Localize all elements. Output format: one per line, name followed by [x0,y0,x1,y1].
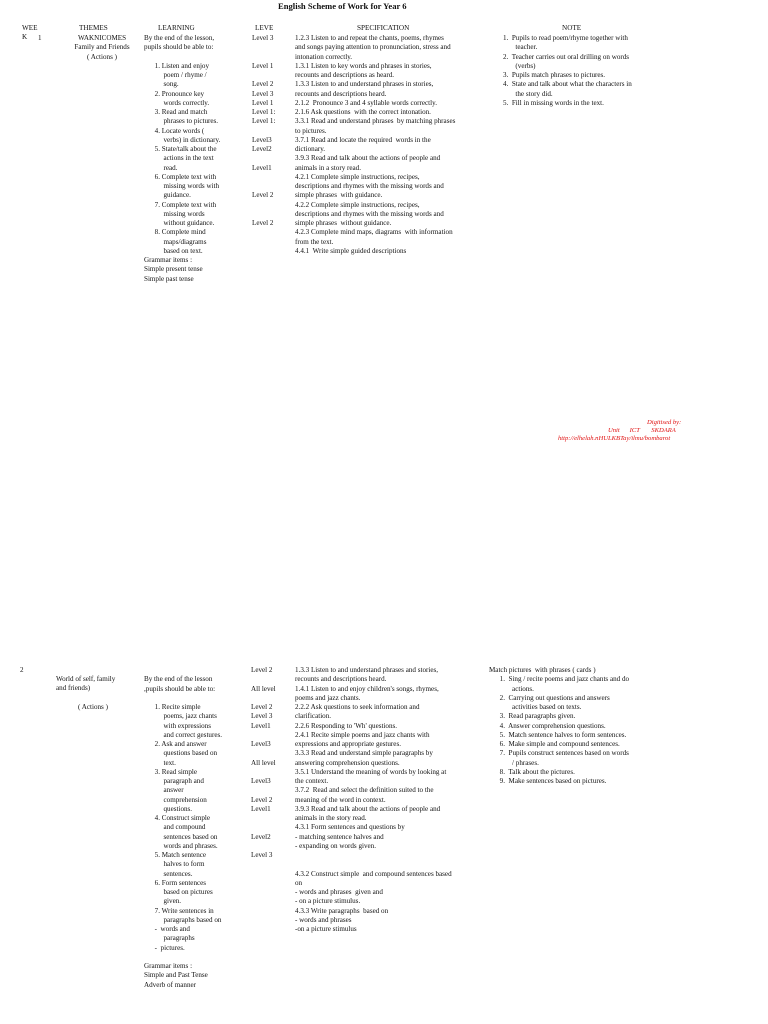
notes-line: 4. State and talk about what the characters in [503,80,632,89]
levels-line [251,823,276,832]
levels-line: Level 2 [252,80,274,89]
learning-line: and correct gestures. [144,730,223,739]
specification-line: to pictures. [295,126,327,135]
learning-line: 3. Read simple [144,767,197,776]
learning-line: 1. Recite simple [144,703,201,711]
levels-line: All level [251,758,276,767]
header-themes: THEMES [79,24,108,32]
learning-line [144,53,220,62]
learning-line: words and phrases. [144,841,218,850]
learning-line: words correctly. [144,98,210,107]
learning-line: 3. Read and match [144,108,208,116]
learning-line: sentences. [144,869,193,878]
learning-line: with expressions [144,721,211,730]
notes-line: teacher. [503,43,538,52]
learning-line [144,953,222,962]
specification-line: animals in the story read. [295,814,367,822]
specification-line: 3.7.2 Read and select the definition suited to the [295,786,434,795]
levels-line: Level 3 [251,851,273,859]
learning-line: 5. Match sentence [144,851,207,859]
specification-line: 3.5.1 Understand the meaning of words by looking at [295,767,447,776]
learning-line: 4. Construct simple [144,814,211,822]
learning-line: 6. Form sentences [144,878,207,887]
levels-line [252,201,275,210]
learning-line: paragraph and [144,777,204,785]
levels-line [251,675,276,684]
watermark-line2: Unit ICT SKDARA [608,427,676,434]
notes-line: actions. [489,684,534,693]
specification-line: 4.3.1 Form sentences and questions by [295,823,405,832]
notes-line: 2. Carrying out questions and answers [489,693,610,702]
levels-line [252,173,275,182]
learning-line [144,694,222,703]
learning-line: answer [144,786,184,795]
learning-line: 5. State/talk about the [144,145,217,153]
learning-line: maps/diagrams [144,237,207,246]
notes-line: 7. Pupils construct sentences based on words [489,749,629,758]
header-learning: LEARNING [158,24,195,32]
learning-line: comprehension [144,795,207,804]
specification-line: the context. [295,777,329,785]
levels-line: Level2 [252,145,272,153]
specification-line: - expanding on words given. [295,841,376,850]
specification-line: 4.4.1 Write simple guided descriptions [295,246,407,255]
notes-line: 5. Match sentence halves to form sentences. [489,730,627,739]
learning-line: 2. Ask and answer [144,740,207,748]
levels-line: Level 3 [251,712,273,721]
specification-line: dictionary. [295,145,326,153]
header-specification: SPECIFICATION [357,24,410,32]
learning-line: given. [144,897,182,906]
levels-line: Level3 [251,740,271,748]
notes-line: (verbs) [503,61,536,70]
specification-line: intonation correctly. [295,52,353,61]
learning-line: 4. Locate words ( [144,126,205,135]
learning-line: questions based on [144,749,218,758]
themes-line [56,694,115,703]
themes-line: WAKNICOMES [77,34,127,42]
specification-line: 1.3.3 Listen to and understand phrases and stories, [295,666,439,674]
levels-line: Level 2 [251,795,273,804]
learning-line: halves to form [144,860,205,869]
week-1-specification [295,34,455,256]
specification-line: on [295,878,303,887]
learning-line: Grammar items : [144,962,193,970]
learning-line: questions. [144,804,193,813]
levels-line: Level 1: [252,117,276,126]
notes-line: 5. Fill in missing words in the text. [503,98,604,107]
learning-line: Grammar items : [144,256,193,264]
week-1-notes [503,34,632,108]
specification-line: 2.1.6 Ask questions with the correct intonation. [295,108,431,116]
notes-line: Match pictures with phrases ( cards ) [489,666,596,674]
learning-line: sentences based on [144,832,218,841]
learning-line: pupils should be able to: [144,43,214,52]
learning-line: without guidance. [144,219,215,227]
week-1-levels [252,34,275,228]
notes-line: / phrases. [489,758,539,767]
specification-line: 3.7.1 Read and locate the required words in the [295,135,431,144]
specification-line: recounts and descriptions as heard. [295,71,395,79]
learning-line: and compound [144,823,206,832]
learning-line: song. [144,80,179,89]
learning-line: - pictures. [144,943,185,952]
specification-line: descriptions and rhymes with the missing words and [295,209,444,218]
week-2-notes [489,666,629,786]
specification-line: 3.3.1 Read and understand phrases by matching phrases [295,117,456,126]
learning-line: verbs) in dictionary. [144,135,221,144]
learning-line: 7. Write sentences in [144,906,214,915]
notes-line: 4. Answer comprehension questions. [489,721,606,730]
notes-line: 1. Pupils to read poem/rhyme together with [503,34,628,42]
levels-line: Level1 [251,721,271,730]
notes-line: 3. Pupils match phrases to pictures. [503,71,606,79]
levels-line: Level 1: [252,108,276,116]
notes-line: 8. Talk about the pictures. [489,767,575,776]
learning-line: guidance. [144,191,191,200]
levels-line [251,842,276,851]
themes-line: ( Actions ) [78,702,108,711]
levels-line [251,749,276,758]
learning-line: 7. Complete text with [144,200,217,209]
learning-line: Simple present tense [144,265,203,274]
learning-line: 1. Listen and enjoy [144,61,210,70]
specification-line: meaning of the word in context. [295,795,386,804]
levels-line: Level3 [251,777,271,785]
header-note: NOTE [562,24,582,32]
levels-line: Level 2 [252,191,274,200]
levels-line [251,786,276,795]
learning-line: paragraphs [144,934,195,943]
week-2-specification [295,666,452,934]
notes-line: 3. Read paragraphs given. [489,712,576,721]
themes-line: Family and Friends [74,43,130,52]
header-week: WEE K [22,24,38,42]
watermark-line1: Digitised by: [647,419,682,426]
specification-line: 2.4.1 Recite simple poems and jazz chants with [295,730,430,739]
learning-line: poems, jazz chants [144,712,217,721]
specification-line: 1.3.3 Listen to and understand phrases in stories, [295,80,434,89]
specification-line: - words and phrases given and [295,888,383,896]
specification-line: - matching sentence halves and [295,832,384,841]
specification-line: simple phrases without guidance. [295,219,392,227]
week-2-themes [56,675,115,712]
levels-line [252,71,275,80]
specification-line: - on a picture stimulus. [295,897,361,906]
specification-line: animals in a story read. [295,163,361,172]
learning-line: poem / rhyme / [144,71,207,79]
levels-line: Level 3 [252,34,274,42]
week-2-learning [144,666,222,990]
specification-line: 4.3.3 Write paragraphs based on [295,906,389,915]
specification-line: 1.4.1 Listen to and enjoy children's songs, rhymes, [295,684,439,693]
learning-line: read. [144,163,178,172]
specification-line: poems and jazz chants. [295,693,361,702]
specification-line [295,851,452,860]
learning-line: Adverb of manner [144,980,197,989]
specification-line: -on a picture stimulus [295,925,357,933]
notes-line: the story did. [503,89,553,98]
specification-line: from the text. [295,237,334,246]
learning-line: ,pupils should be able to: [144,684,216,693]
levels-line: Level 2 [252,219,274,227]
levels-line [252,43,275,52]
learning-line: 8. Complete mind [144,228,206,237]
specification-line: recounts and descriptions heard. [295,675,387,684]
week-number: 1 [38,34,42,42]
specification-line: 2.1.2 Pronounce 3 and 4 syllable words correctly. [295,98,437,107]
levels-line: Level3 [252,135,272,144]
specification-line: expressions and appropriate gestures. [295,740,401,748]
learning-line: missing words [144,209,205,218]
levels-line: Level1 [252,163,272,172]
learning-line: text. [144,758,176,767]
levels-line: Level1 [251,804,271,813]
levels-line: Level 1 [252,61,274,70]
levels-line: Level 2 [251,666,273,674]
header-level: LEVE [255,24,274,32]
learning-line: actions in the text [144,154,214,163]
specification-line: - words and phrases [295,915,352,924]
specification-line: 4.2.2 Complete simple instructions, recipes, [295,200,420,209]
week-1-learning [144,34,220,284]
learning-line [144,666,222,675]
learning-line: Simple past tense [144,274,194,283]
learning-line: By the end of the lesson, [144,34,215,42]
levels-line [252,53,275,62]
specification-line: and songs paying attention to pronunciation, stress and [295,43,451,52]
specification-line: 3.9.3 Read and talk about the actions of people and [295,154,441,163]
notes-line: 9. Make sentences based on pictures. [489,777,607,785]
levels-line: Level2 [251,832,271,841]
levels-line [252,210,275,219]
notes-line: activities based on texts. [489,703,582,711]
specification-line: 1.2.3 Listen to and repeat the chants, poems, rhymes [295,34,444,42]
week-number: 2 [20,666,24,674]
learning-line: 6. Complete text with [144,172,217,181]
themes-line: and friends) [56,684,91,693]
notes-line: 6. Make simple and compound sentences. [489,740,620,748]
learning-line: missing words with [144,182,220,190]
specification-line: 3.3.3 Read and understand simple paragraphs by [295,749,433,758]
levels-line [252,154,275,163]
specification-line: recounts and descriptions heard. [295,89,387,98]
specification-line: 3.9.3 Read and talk about the actions of people and [295,804,441,813]
learning-line: paragraphs based on [144,915,222,924]
learning-line: based on text. [144,246,203,255]
learning-line: Simple and Past Tense [144,971,208,980]
themes-line: World of self, family [56,675,116,683]
week-1-themes [62,34,142,62]
learning-line: phrases to pictures. [144,117,219,126]
specification-line: 4.2.3 Complete mind maps, diagrams with information [295,228,453,237]
specification-line: answering comprehension questions. [295,758,400,767]
learning-line: - words and [144,925,190,933]
themes-line: ( Actions ) [87,52,117,61]
specification-line: 2.2.6 Responding to 'Wh' questions. [295,721,398,730]
learning-line: By the end of the lesson [144,675,213,684]
levels-line [252,182,275,191]
levels-line [252,127,275,136]
levels-line [251,694,276,703]
specification-line: clarification. [295,712,332,721]
levels-line: Level 3 [252,89,274,98]
week-2-levels [251,666,276,860]
levels-line: Level 2 [251,703,273,711]
watermark-line3: http://elhelah.nHULKBTay/ilmu/bombarot [558,435,671,442]
levels-line [251,768,276,777]
notes-line: 1. Sing / recite poems and jazz chants and do [489,675,630,684]
specification-line: 1.3.1 Listen to key words and phrases in stories, [295,61,432,70]
levels-line [251,814,276,823]
document-title: English Scheme of Work for Year 6 [278,1,407,11]
levels-line: Level 1 [252,98,274,107]
learning-line: based on pictures [144,888,213,896]
specification-line: 4.3.2 Construct simple and compound sentences based [295,869,452,878]
notes-line: 2. Teacher carries out oral drilling on words [503,52,630,61]
specification-line: 4.2.1 Complete simple instructions, recipes, [295,172,420,181]
levels-line [251,731,276,740]
specification-line: descriptions and rhymes with the missing words and [295,182,444,190]
specification-line [295,860,452,869]
learning-line: 2. Pronounce key [144,89,205,98]
specification-line: simple phrases with guidance. [295,191,383,200]
specification-line: 2.2.2 Ask questions to seek information and [295,703,420,711]
levels-line: All level [251,684,276,693]
